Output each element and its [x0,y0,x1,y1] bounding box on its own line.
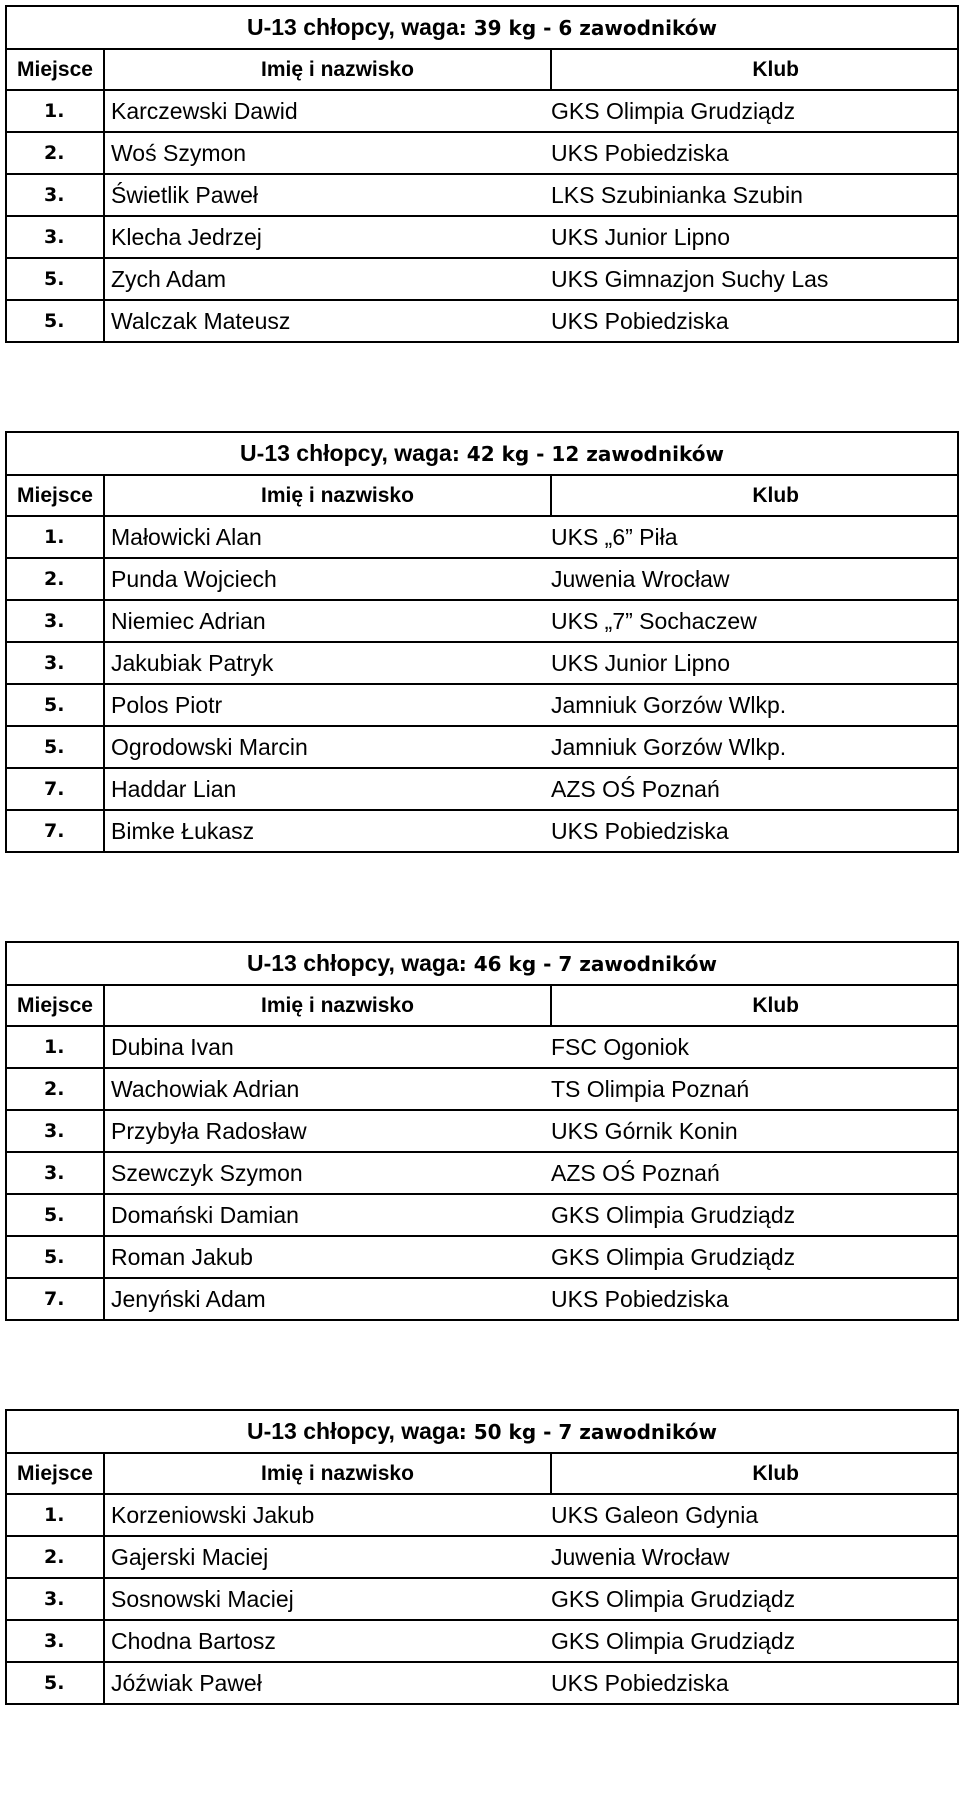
athlete-name-cell: Niemiec Adrian [104,600,551,642]
place-cell: 5. [6,1236,104,1278]
place-cell: 2. [6,1068,104,1110]
athlete-name-cell: Domański Damian [104,1194,551,1236]
place-cell: 2. [6,132,104,174]
table-row [6,1194,958,1236]
category-title-weight: : 42 kg - 12 zawodników [451,442,724,466]
category-title-prefix: U-13 chłopcy, waga [247,14,459,40]
table-row [6,132,958,174]
place-cell: 1. [6,516,104,558]
table-row [6,300,958,342]
place-cell: 3. [6,1152,104,1194]
table-row [6,258,958,300]
table-header-row [6,475,958,516]
club-cell: Juwenia Wrocław [551,558,958,600]
athlete-name-cell: Gajerski Maciej [104,1536,551,1578]
place-cell: 3. [6,642,104,684]
club-cell: AZS OŚ Poznań [551,1152,958,1194]
club-cell: UKS Górnik Konin [551,1110,958,1152]
weight-category-section [5,941,957,1321]
table-row [6,174,958,216]
results-table [5,5,959,343]
results-table [5,431,959,853]
club-cell: Jamniuk Gorzów Wlkp. [551,684,958,726]
table-row [6,1620,958,1662]
column-header-place: Miejsce [6,475,104,516]
athlete-name-cell: Polos Piotr [104,684,551,726]
place-cell: 5. [6,1194,104,1236]
club-cell: UKS Junior Lipno [551,642,958,684]
club-cell: AZS OŚ Poznań [551,768,958,810]
category-title-prefix: U-13 chłopcy, waga [247,950,459,976]
athlete-name-cell: Zych Adam [104,258,551,300]
athlete-name-cell: Korzeniowski Jakub [104,1494,551,1536]
table-row [6,768,958,810]
place-cell: 7. [6,1278,104,1320]
category-title [6,942,958,985]
table-row [6,1662,958,1704]
athlete-name-cell: Karczewski Dawid [104,90,551,132]
column-header-name: Imię i nazwisko [104,985,551,1026]
category-title-weight: : 50 kg - 7 zawodników [458,1420,717,1444]
place-cell: 1. [6,90,104,132]
category-title-weight: : 46 kg - 7 zawodników [458,952,717,976]
athlete-name-cell: Klecha Jedrzej [104,216,551,258]
place-cell: 7. [6,810,104,852]
column-header-name: Imię i nazwisko [104,1453,551,1494]
club-cell: GKS Olimpia Grudziądz [551,1194,958,1236]
athlete-name-cell: Roman Jakub [104,1236,551,1278]
club-cell: UKS Galeon Gdynia [551,1494,958,1536]
place-cell: 2. [6,1536,104,1578]
club-cell: LKS Szubinianka Szubin [551,174,958,216]
place-cell: 5. [6,1662,104,1704]
place-cell: 3. [6,1110,104,1152]
table-row [6,1578,958,1620]
table-row [6,216,958,258]
table-row [6,1026,958,1068]
club-cell: UKS Pobiedziska [551,1278,958,1320]
athlete-name-cell: Punda Wojciech [104,558,551,600]
weight-category-section [5,1409,957,1705]
place-cell: 5. [6,726,104,768]
club-cell: TS Olimpia Poznań [551,1068,958,1110]
athlete-name-cell: Jenyński Adam [104,1278,551,1320]
category-title-prefix: U-13 chłopcy, waga [240,440,452,466]
column-header-name: Imię i nazwisko [104,475,551,516]
athlete-name-cell: Jakubiak Patryk [104,642,551,684]
club-cell: Jamniuk Gorzów Wlkp. [551,726,958,768]
category-title-weight: : 39 kg - 6 zawodników [458,16,717,40]
column-header-name: Imię i nazwisko [104,49,551,90]
place-cell: 3. [6,1620,104,1662]
club-cell: UKS Pobiedziska [551,810,958,852]
athlete-name-cell: Świetlik Paweł [104,174,551,216]
column-header-place: Miejsce [6,985,104,1026]
table-row [6,1068,958,1110]
column-header-club: Klub [551,475,958,516]
table-row [6,1110,958,1152]
place-cell: 5. [6,258,104,300]
place-cell: 1. [6,1026,104,1068]
place-cell: 3. [6,174,104,216]
table-row [6,810,958,852]
club-cell: UKS „6” Piła [551,516,958,558]
club-cell: GKS Olimpia Grudziądz [551,90,958,132]
club-cell: UKS Junior Lipno [551,216,958,258]
athlete-name-cell: Ogrodowski Marcin [104,726,551,768]
athlete-name-cell: Małowicki Alan [104,516,551,558]
table-row [6,726,958,768]
place-cell: 3. [6,600,104,642]
results-table [5,1409,959,1705]
column-header-club: Klub [551,49,958,90]
club-cell: UKS Pobiedziska [551,1662,958,1704]
weight-category-section [5,5,957,343]
column-header-place: Miejsce [6,49,104,90]
athlete-name-cell: Szewczyk Szymon [104,1152,551,1194]
category-title [6,432,958,475]
table-row [6,1152,958,1194]
table-row [6,558,958,600]
athlete-name-cell: Przybyła Radosław [104,1110,551,1152]
weight-category-section [5,431,957,853]
category-title-prefix: U-13 chłopcy, waga [247,1418,459,1444]
column-header-club: Klub [551,985,958,1026]
club-cell: UKS Gimnazjon Suchy Las [551,258,958,300]
club-cell: GKS Olimpia Grudziądz [551,1578,958,1620]
athlete-name-cell: Wachowiak Adrian [104,1068,551,1110]
place-cell: 7. [6,768,104,810]
club-cell: UKS Pobiedziska [551,300,958,342]
athlete-name-cell: Chodna Bartosz [104,1620,551,1662]
table-row [6,1236,958,1278]
column-header-place: Miejsce [6,1453,104,1494]
place-cell: 2. [6,558,104,600]
table-row [6,600,958,642]
table-row [6,684,958,726]
table-row [6,1536,958,1578]
club-cell: UKS Pobiedziska [551,132,958,174]
athlete-name-cell: Dubina Ivan [104,1026,551,1068]
table-row [6,516,958,558]
table-header-row [6,49,958,90]
place-cell: 3. [6,216,104,258]
table-header-row [6,1453,958,1494]
athlete-name-cell: Sosnowski Maciej [104,1578,551,1620]
place-cell: 5. [6,300,104,342]
athlete-name-cell: Walczak Mateusz [104,300,551,342]
club-cell: UKS „7” Sochaczew [551,600,958,642]
table-row [6,1494,958,1536]
club-cell: Juwenia Wrocław [551,1536,958,1578]
table-header-row [6,985,958,1026]
results-table [5,941,959,1321]
club-cell: GKS Olimpia Grudziądz [551,1620,958,1662]
club-cell: FSC Ogoniok [551,1026,958,1068]
athlete-name-cell: Jóźwiak Paweł [104,1662,551,1704]
table-row [6,90,958,132]
category-title [6,6,958,49]
category-title [6,1410,958,1453]
results-document [5,5,957,1793]
table-row [6,642,958,684]
place-cell: 1. [6,1494,104,1536]
column-header-club: Klub [551,1453,958,1494]
athlete-name-cell: Woś Szymon [104,132,551,174]
place-cell: 5. [6,684,104,726]
table-row [6,1278,958,1320]
place-cell: 3. [6,1578,104,1620]
athlete-name-cell: Haddar Lian [104,768,551,810]
club-cell: GKS Olimpia Grudziądz [551,1236,958,1278]
athlete-name-cell: Bimke Łukasz [104,810,551,852]
